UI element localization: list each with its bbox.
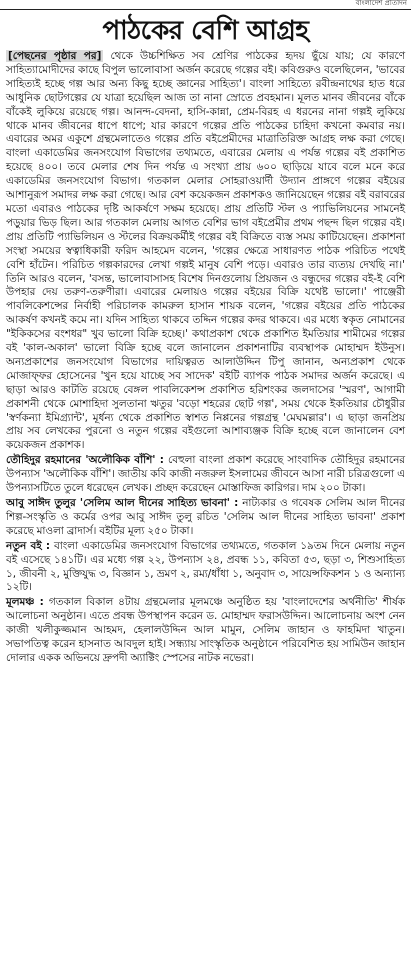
article-body	[6, 50, 405, 666]
item-text: গতকাল বিকাল ৪টায় গ্রন্থমেলার মূলমঞ্চে অনুষ্ঠিত হয় 'বাংলাদেশের অর্থনীতি' শীর্ষক আলোচনা অনুষ্ঠান। এতে প্রবন্ধ উপস্থাপন করেন ড. মোহাম্মদ ফরাসউদ্দিন। আলোচনায় অংশ নেন কাজী খলীকুজ্জমান আহমদ, হেলালউদ্দিন আল মামুন, সেলিম জাহান ও ফাহমিদা খাতুন। সভাপতিত্ব করেন হাসনাত আবদুল হাই। সন্ধ্যায় সাংস্কৃতিক অনুষ্ঠানে পরিবেশিত হয় সামিউন জাহান দোলার একক অভিনয়ে দ্রুপদী অ্যাক্টিং স্পেসের নাটক নভেরা।	[6, 596, 405, 664]
item-lead: নতুন বই :	[6, 539, 51, 552]
book-item-abu-sayeed	[6, 497, 405, 539]
item-lead: মূলমঞ্চ :	[6, 596, 44, 609]
item-lead: তৌহিদুর রহমানের 'অলৌকিক বাঁশি' :	[6, 454, 164, 467]
item-text: বাংলা একাডেমির জনসংযোগ বিভাগের তথ্যমতে, গতকাল ১৯তম দিনে মেলায় নতুন বই এসেছে ১৪১টি। এর মধ্যে গল্প ২২, উপন্যাস ২৪, প্রবন্ধ ১১, কবিতা ৫৩, ছড়া ৩, শিশুসাহিত্য ১, জীবনী ২, মুক্তিযুদ্ধ ৩, বিজ্ঞান ১, ভ্রমণ ২, রম্য/ধাঁধা ১, অনুবাদ ৩, সায়েন্সফিকশন ১ ও অন্যান্য ১২টি।	[6, 539, 405, 594]
page-corner-label: বাংলাদেশ প্রতিদিন	[355, 0, 407, 7]
item-text: বেহুলা বাংলা প্রকাশ করেছে সাংবাদিক তৌহিদুর রহমানের উপন্যাস 'অলৌকিক বাঁশি'। জাতীয় কবি কাজী নজরুল ইসলামের জীবনে আসা নারী চরিত্রগুলো এ উপন্যাসটিতে তুলে ধরেছেন লেখক। প্রচ্ছদ করেছেন মোস্তাফিজ কারিগর। দাম ২০০ টাকা।	[6, 454, 406, 495]
book-item-toihidur	[6, 454, 405, 496]
item-text: নাট্যকার ও গবেষক সেলিম আল দীনের শিল্প-সংস্কৃতি ও কর্মের ওপর আবু সাঈদ তুলু রচিত 'সেলিম আল দীনের সাহিত্য ভাবনা' প্রকাশ করেছে মাওলা ব্রাদার্স। বইটির মূল্য ২৫০ টাকা।	[6, 497, 405, 537]
intro-paragraph	[6, 50, 405, 453]
headline: পাঠকের বেশি আগ্রহ	[102, 16, 309, 46]
main-stage-item	[6, 596, 405, 666]
page-top-strip	[0, 0, 411, 10]
continued-from-kicker: [পেছনের পৃষ্ঠার পর]	[8, 50, 102, 62]
item-lead: আবু সাঈদ তুলুর 'সেলিম আল দীনের সাহিত্য ভাবনা' :	[6, 497, 239, 509]
intro-text: থেকে উচ্চশিক্ষিত সব শ্রেণির পাঠকের হৃদয় ছুঁয়ে যায়; যে কারণে সাহিত্যামোদীদের কাছে বিপুল ভালোবাসা অর্জন করেছে গল্পের বই। কবিগুরুও বলেছিলেন, 'ভাবের সাহিত্যই হচ্ছে গল্প আর অন্য কিছু হচ্ছে জ্ঞানের সাহিত্য'। বাংলা সাহিত্যে রবীন্দ্রনাথের হাত ধরে আধুনিক ছোটগল্পের যে যাত্রা হয়েছিল আজ তা নানা স্রোতে প্রবহমান। মূলত মানব জীবনের বাঁকে বাঁকেই লুকিয়ে রয়েছে গল্প। আনন্দ-বেদনা, হাসি-কান্না, প্রেম-বিরহ এ ধরনের নানা গল্পই লুকিয়ে থাকে মানব জীবনের ধাপে ধাপে; যার কারণে গল্পের প্রতি পাঠকের চাহিদা কখনো কমবার নয়। এবারের অমর একুশে গ্রন্থমেলাতেও গল্পের প্রতি বইপ্রেমীদের মাত্রাতিরিক্ত আগ্রহ লক্ষ করা গেছে। বাংলা একাডেমির জনসংযোগ বিভাগের তথ্যমতে, এবারের মেলায় এ পর্যন্ত গল্পের বই প্রকাশিত হয়েছে ৪০০। তবে মেলার শেষ দিন পর্যন্ত এ সংখ্যা প্রায় ৬০০ ছাড়িয়ে যাবে বলে মনে করে একাডেমির জনসংযোগ বিভাগ। গতকাল মেলার সোহরাওয়ার্দী উদ্যান প্রাঙ্গণে গল্পের বইয়ের আশানুরূপ সমাদর লক্ষ করা গেছে। আর বেশ কয়েকজন প্রকাশকও জানিয়েছেন গল্পের বই বরাবরের মতো এবারও পাঠকের দৃষ্টি আকর্ষণে সক্ষম হয়েছে। প্রায় প্রতিটি স্টল ও প্যাভিলিয়নের সামনেই পড়ুয়ার ভিড় ছিল। আর গতকাল মেলায় আগত বেশির ভাগ বইপ্রেমীর প্রথম পছন্দ ছিল গল্পের বই। প্রায় প্রতিটি প্যাভিলিয়ন ও স্টলের বিক্রয়কর্মীই গল্পের বই বিক্রিতে ব্যস্ত সময় কাটিয়েছেন। প্রকাশনা সংস্থা সময়ের স্বত্বাধিকারী ফরিদ আহমেদ বলেন, 'গল্পের ক্ষেত্রে সাধারণত পাঠক পরিচিত পথেই বেশি হাঁটেন। পরিচিত গল্পকারদের লেখা গল্পই মানুষ বেশি পড়ে। এবারও তার ব্যত্যয় দেখছি না।' তিনি আরও বলেন, 'বসন্ত, ভালোবাসাসহ বিশেষ দিনগুলোয় প্রিয়জন ও বন্ধুদের গল্পের বই-ই বেশি উপহার দেয় তরুণ-তরুণীরা। এবারের মেলায়ও গল্পের বইয়ের বিক্রি যথেষ্ট ভালো।' পাঞ্জেরী পাবলিকেশন্সের নির্বাহী পরিচালক কামরুল হাসান শায়ক বলেন, 'গল্পের বইয়ের প্রতি পাঠকের আকর্ষণ কখনই কমে না। যদিন সাহিত্য থাকবে তদ্দিন গল্পের কদর থাকবে। এর মধ্যে স্বকৃত নোমানের "ইকিকসের বংশধর" খুব ভালো বিক্রি হচ্ছে।' কথাপ্রকাশ থেকে প্রকাশিত ইমতিয়ার শামীমের গল্পের বই 'কাল-অকাল' ভালো বিক্রি হচ্ছে বলে জানালেন প্রকাশনাটির ব্যবস্থাপক মোহাম্মদ ইউনুস। অন্যপ্রকাশের জনসংযোগ বিভাগের দায়িত্বরত আলাউদ্দিন টিপু জানান, অন্যপ্রকাশ থেকে মোজাফ্ফর হোসেনের 'খুন হয়ে যাচ্ছে সব সাদেক' বইটি ব্যাপক পাঠক সমাদর অর্জন করেছে। এ ছাড়া আরও কাটতি রয়েছে বেঙ্গল পাবলিকেশন্স প্রকাশিত হরিশংকর জলদাসের 'স্মরণ', আগামী প্রকাশনী থেকে মোশাহিদা সুলতানা ঋতুর 'বড়ো শহরের ছোট গল্প', সময় থেকে ইকতিয়ার চৌধুরীর 'স্বর্ণকন্যা ইমিগ্র্যান্ট', মূর্ধন্য থেকে প্রকাশিত স্বাশত নিপ্পনের গল্পগ্রন্থ 'মেঘমল্লার'। এ ছাড়া জনপ্রিয় প্রায় সব লেখকের পুরনো ও নতুন গল্পের বইগুলো আশাব্যঞ্জক বিক্রি হচ্ছে বলে জানালেন বেশ কয়েকজন প্রকাশক।	[6, 50, 405, 452]
new-books-item	[6, 540, 405, 596]
